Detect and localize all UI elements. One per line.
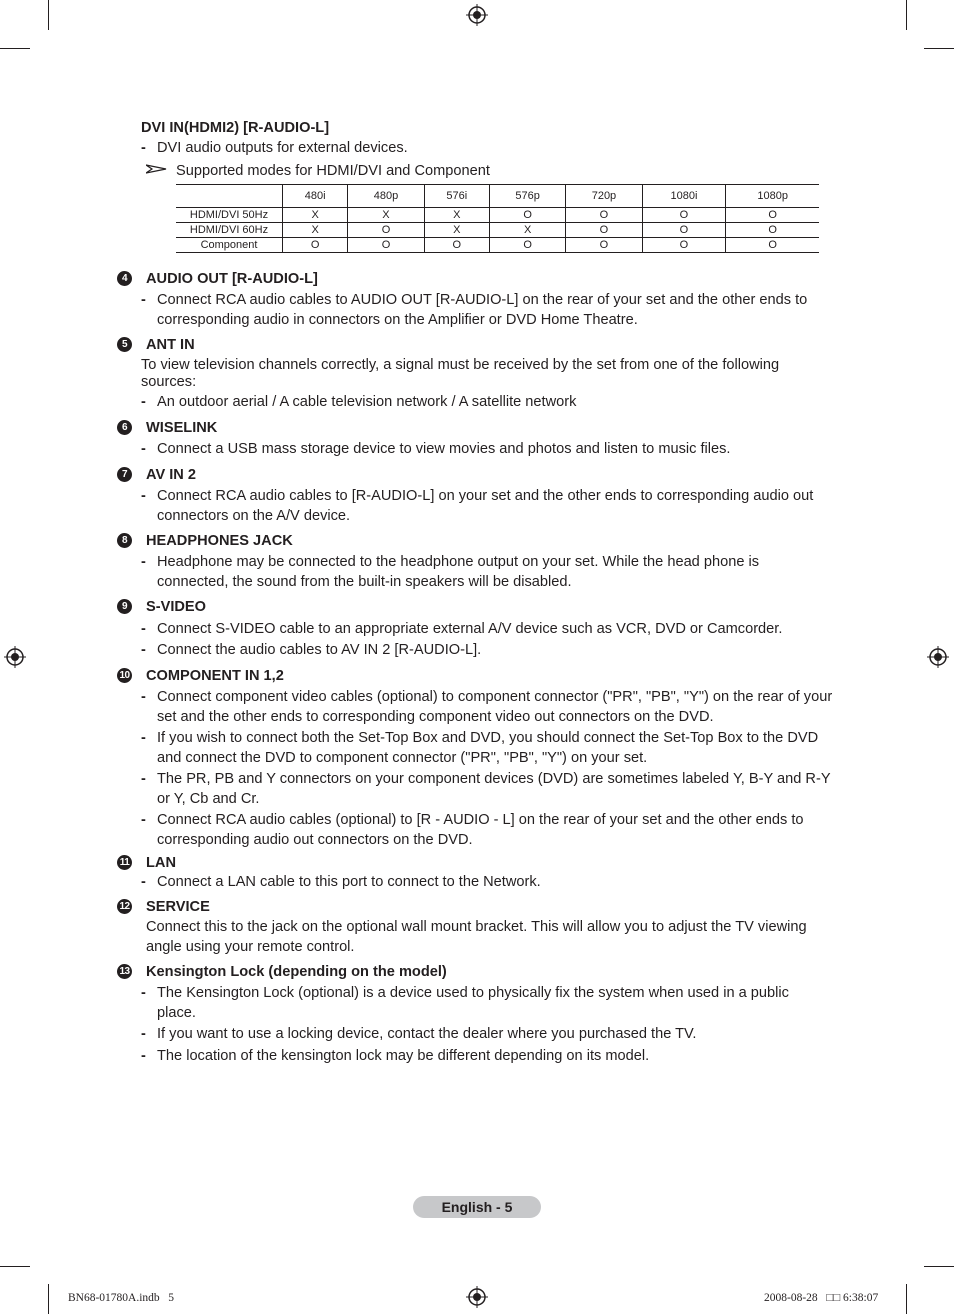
bullet-text: and connect the DVD to component connector ("PR", "PB", "Y") on your set.	[157, 750, 648, 766]
list-item	[141, 1024, 841, 1044]
list-item	[141, 619, 841, 639]
section-number-badge: 10	[117, 668, 132, 683]
list-item-continuation	[141, 506, 841, 526]
registration-mark-icon	[466, 4, 488, 26]
section-number-badge: 13	[117, 964, 132, 979]
section-number-badge: 7	[117, 467, 132, 482]
crop-mark	[924, 1266, 954, 1267]
list-item	[141, 728, 841, 748]
dvi-note: Supported modes for HDMI/DVI and Component	[176, 163, 490, 179]
section-title: Kensington Lock (depending on the model)	[146, 964, 447, 980]
dvi-bullet	[141, 138, 841, 158]
section-number-badge: 9	[117, 599, 132, 614]
list-item-continuation	[141, 789, 841, 809]
bullet-text: The PR, PB and Y connectors on your component devices (DVD) are sometimes labeled Y, B-Y and R-Y	[157, 771, 831, 787]
bullet-dash: -	[141, 642, 146, 658]
bullet-text: Connect the audio cables to AV IN 2 [R-AUDIO-L].	[157, 642, 482, 658]
table-cell: O	[566, 208, 642, 223]
section-paragraph	[146, 917, 846, 937]
list-item	[141, 769, 841, 789]
dvi-title: DVI IN(HDMI2) [R-AUDIO-L]	[141, 120, 330, 136]
bullet-text: An outdoor aerial / A cable television network / A satellite network	[157, 394, 577, 410]
table-cell: O	[348, 238, 424, 253]
bullet-text: corresponding audio out connectors on the DVD.	[157, 832, 473, 848]
table-cell: X	[348, 208, 424, 223]
bullet-dash: -	[141, 488, 146, 504]
table-cell: Component	[176, 238, 283, 253]
bullet-text: Connect component video cables (optional) to component connector ("PR", "PB", "Y") on the rear of your	[157, 689, 833, 705]
note-arrow-icon	[146, 162, 168, 174]
table-cell: O	[283, 238, 348, 253]
section-title: SERVICE	[146, 899, 210, 915]
list-item-continuation	[141, 830, 841, 850]
list-item	[141, 687, 841, 707]
table-cell: O	[348, 223, 424, 238]
list-item-continuation	[141, 1003, 841, 1023]
crop-mark	[906, 0, 907, 30]
list-item	[141, 290, 841, 310]
bullet-text: connectors on the A/V device.	[157, 508, 351, 524]
table-header-cell: 576p	[489, 185, 565, 208]
bullet-text: The location of the kensington lock may be different depending on its model.	[157, 1048, 650, 1064]
list-item	[141, 392, 841, 412]
bullet-text: If you want to use a locking device, contact the dealer where you purchased the TV.	[157, 1026, 697, 1042]
section-number-badge: 5	[117, 337, 132, 352]
paragraph-line: Connect this to the jack on the optional wall mount bracket. This will allow you to adjust the TV viewing	[146, 919, 807, 935]
bullet-dash: -	[141, 985, 146, 1001]
table-header-row	[176, 185, 819, 208]
section-title: LAN	[146, 855, 176, 871]
bullet-text: DVI audio outputs for external devices.	[157, 140, 408, 156]
section-paragraph: To view television channels correctly, a signal must be received by the set from one of the following	[141, 357, 780, 373]
section-title: COMPONENT IN 1,2	[146, 668, 284, 684]
bullet-text: Connect a USB mass storage device to view movies and photos and listen to music files.	[157, 441, 731, 457]
list-item-continuation	[141, 707, 841, 727]
list-item	[141, 640, 841, 660]
list-item	[141, 439, 841, 459]
table-cell: O	[642, 238, 726, 253]
bullet-dash: -	[141, 394, 146, 410]
bullet-dash: -	[141, 621, 146, 637]
bullet-dash: -	[141, 140, 146, 156]
section-title: WISELINK	[146, 420, 218, 436]
table-cell: O	[566, 223, 642, 238]
section-number-badge: 6	[117, 420, 132, 435]
table-cell: O	[642, 223, 726, 238]
table-header-cell: 480p	[348, 185, 424, 208]
bullet-text: Connect RCA audio cables to [R-AUDIO-L] on your set and the other ends to corresponding audio out	[157, 488, 814, 504]
table-header-cell	[176, 185, 283, 208]
table-cell: X	[283, 223, 348, 238]
table-header-cell: 720p	[566, 185, 642, 208]
crop-mark	[0, 48, 30, 49]
bullet-dash: -	[141, 730, 146, 746]
section-title: S-VIDEO	[146, 599, 207, 615]
list-item-continuation	[141, 310, 841, 330]
crop-mark	[906, 1284, 907, 1314]
bullet-dash: -	[141, 292, 146, 308]
list-item-continuation	[141, 748, 841, 768]
registration-mark-icon	[466, 1286, 488, 1308]
bullet-dash: -	[141, 689, 146, 705]
crop-mark	[0, 1266, 30, 1267]
file-imprint: BN68-01780A.indb 5	[68, 1292, 175, 1304]
registration-mark-icon	[4, 646, 26, 668]
table-header-cell: 1080i	[642, 185, 726, 208]
bullet-text: The Kensington Lock (optional) is a device used to physically fix the system when used in a public	[157, 985, 789, 1001]
table-cell: X	[283, 208, 348, 223]
bullet-text: Connect a LAN cable to this port to connect to the Network.	[157, 874, 541, 890]
bullet-dash: -	[141, 1048, 146, 1064]
table-cell: O	[489, 208, 565, 223]
section-paragraph	[146, 937, 846, 957]
section-paragraph: sources:	[141, 374, 197, 390]
list-item	[141, 1046, 841, 1066]
crop-mark	[48, 0, 49, 30]
list-item-continuation	[141, 572, 841, 592]
table-cell: O	[726, 223, 819, 238]
registration-mark-icon	[927, 646, 949, 668]
section-title: AUDIO OUT [R-AUDIO-L]	[146, 271, 318, 287]
table-cell: O	[489, 238, 565, 253]
bullet-text: Connect S-VIDEO cable to an appropriate external A/V device such as VCR, DVD or Camcorder.	[157, 621, 783, 637]
table-cell: O	[726, 238, 819, 253]
bullet-text: Connect RCA audio cables to AUDIO OUT [R-AUDIO-L] on the rear of your set and the other ends to	[157, 292, 808, 308]
section-number-badge: 12	[117, 899, 132, 914]
table-cell: X	[489, 223, 565, 238]
table-row	[176, 238, 819, 253]
section-title: AV IN 2	[146, 467, 197, 483]
supported-modes-table	[176, 184, 819, 253]
crop-mark	[924, 48, 954, 49]
list-item	[141, 486, 841, 506]
list-item	[141, 810, 841, 830]
bullet-dash: -	[141, 1026, 146, 1042]
bullet-text: connected, the sound from the built-in speakers will be disabled.	[157, 574, 572, 590]
bullet-text: Connect RCA audio cables (optional) to [R - AUDIO - L] on the rear of your set and the other ends to	[157, 812, 804, 828]
table-cell: O	[726, 208, 819, 223]
table-header-cell: 480i	[283, 185, 348, 208]
bullet-dash: -	[141, 812, 146, 828]
list-item	[141, 552, 841, 572]
bullet-text: or Y, Cb and Cr.	[157, 791, 260, 807]
bullet-text: set and the other ends to corresponding component video out connectors on the DVD.	[157, 709, 714, 725]
section-title: ANT IN	[146, 337, 195, 353]
date-imprint: 2008-08-28 □□ 6:38:07	[764, 1292, 879, 1304]
section-number-badge: 11	[117, 855, 132, 870]
bullet-dash: -	[141, 441, 146, 457]
bullet-dash: -	[141, 554, 146, 570]
bullet-text: Headphone may be connected to the headphone output on your set. While the head phone is	[157, 554, 760, 570]
table-cell: HDMI/DVI 50Hz	[176, 208, 283, 223]
crop-mark	[48, 1284, 49, 1314]
table-cell: X	[424, 223, 489, 238]
bullet-text: If you wish to connect both the Set-Top Box and DVD, you should connect the Set-Top Box to the DVD	[157, 730, 819, 746]
bullet-dash: -	[141, 874, 146, 890]
table-header-cell: 576i	[424, 185, 489, 208]
section-number-badge: 4	[117, 271, 132, 286]
bullet-dash: -	[141, 771, 146, 787]
bullet-text: corresponding audio in connectors on the Amplifier or DVD Home Theatre.	[157, 312, 638, 328]
paragraph-line: angle using your remote control.	[146, 939, 355, 955]
list-item	[141, 983, 841, 1003]
table-row	[176, 208, 819, 223]
list-item	[141, 872, 841, 892]
table-header-cell: 1080p	[726, 185, 819, 208]
section-title: HEADPHONES JACK	[146, 533, 293, 549]
table-cell: HDMI/DVI 60Hz	[176, 223, 283, 238]
bullet-text: place.	[157, 1005, 196, 1021]
table-row	[176, 223, 819, 238]
table-cell: O	[566, 238, 642, 253]
table-cell: O	[642, 208, 726, 223]
table-cell: X	[424, 208, 489, 223]
table-cell: O	[424, 238, 489, 253]
page-number-label: English - 5	[413, 1196, 541, 1218]
section-number-badge: 8	[117, 533, 132, 548]
